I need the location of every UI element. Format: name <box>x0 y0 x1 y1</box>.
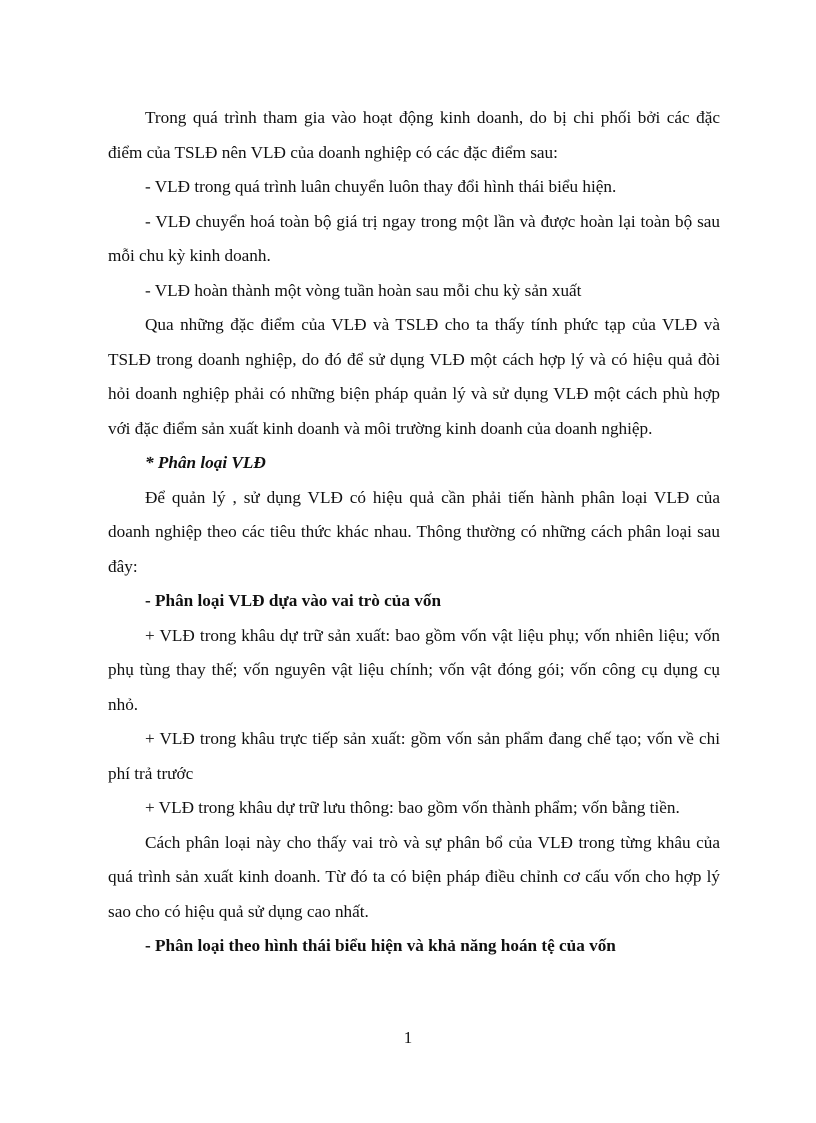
subheading-by-form: - Phân loại theo hình thái biểu hiện và khả năng hoán tệ của vốn <box>145 936 616 955</box>
page-number: 1 <box>403 1028 413 1047</box>
body-paragraph-direct-production: + VLĐ trong khâu trực tiếp sản xuất: gồm vốn sản phẩm đang chế tạo; vốn về chi phí trả trước <box>108 729 720 783</box>
body-paragraph-reserve-production: + VLĐ trong khâu dự trữ sản xuất: bao gồm vốn vật liệu phụ; vốn nhiên liệu; vốn phụ tùng thay thế; vốn nguyên vật liệu chính; vốn vật đóng gói; vốn công cụ dụng cụ nhỏ. <box>108 625 720 714</box>
body-paragraph-bullet-1: - VLĐ trong quá trình luân chuyển luôn thay đổi hình thái biểu hiện. <box>145 177 617 196</box>
body-paragraph-intro: Trong quá trình tham gia vào hoạt động kinh doanh, do bị chi phối bởi các đặc điểm của TSLĐ nên VLĐ của doanh nghiệp có các đặc điểm sau: <box>108 108 720 162</box>
subheading-by-role: - Phân loại VLĐ dựa vào vai trò của vốn <box>145 591 442 610</box>
body-paragraph-bullet-3: - VLĐ hoàn thành một vòng tuần hoàn sau mỗi chu kỳ sản xuất <box>145 280 582 300</box>
body-paragraph-summary: Qua những đặc điểm của VLĐ và TSLĐ cho ta thấy tính phức tạp của VLĐ và TSLĐ trong doanh nghiệp, do đó để sử dụng VLĐ một cách hợp lý và có hiệu quả đòi hỏi doanh nghiệp phải có những biện pháp quản lý và sử dụng VLĐ một cách phù hợp với đặc điểm sản xuất kinh doanh và môi trường kinh doanh của doanh nghiệp. <box>108 315 720 438</box>
document-body <box>108 101 720 964</box>
section-heading-classification: * Phân loại VLĐ <box>145 453 266 472</box>
body-paragraph-reserve-circulation: + VLĐ trong khâu dự trữ lưu thông: bao gồm vốn thành phẩm; vốn bằng tiền. <box>145 798 680 817</box>
body-paragraph-bullet-2: - VLĐ chuyển hoá toàn bộ giá trị ngay trong một lần và được hoàn lại toàn bộ sau mỗi chu kỳ kinh doanh. <box>108 211 720 265</box>
body-paragraph-role-summary: Cách phân loại này cho thấy vai trò và sự phân bổ của VLĐ trong từng khâu của quá trình sản xuất kinh doanh. Từ đó ta có biện pháp điều chỉnh cơ cấu vốn cho hợp lý sao cho có hiệu quả sử dụng cao nhất. <box>108 832 720 921</box>
body-paragraph-classification-intro: Để quản lý , sử dụng VLĐ có hiệu quả cần phải tiến hành phân loại VLĐ của doanh nghiệp theo các tiêu thức khác nhau. Thông thường có những cách phân loại sau đây: <box>108 487 720 576</box>
